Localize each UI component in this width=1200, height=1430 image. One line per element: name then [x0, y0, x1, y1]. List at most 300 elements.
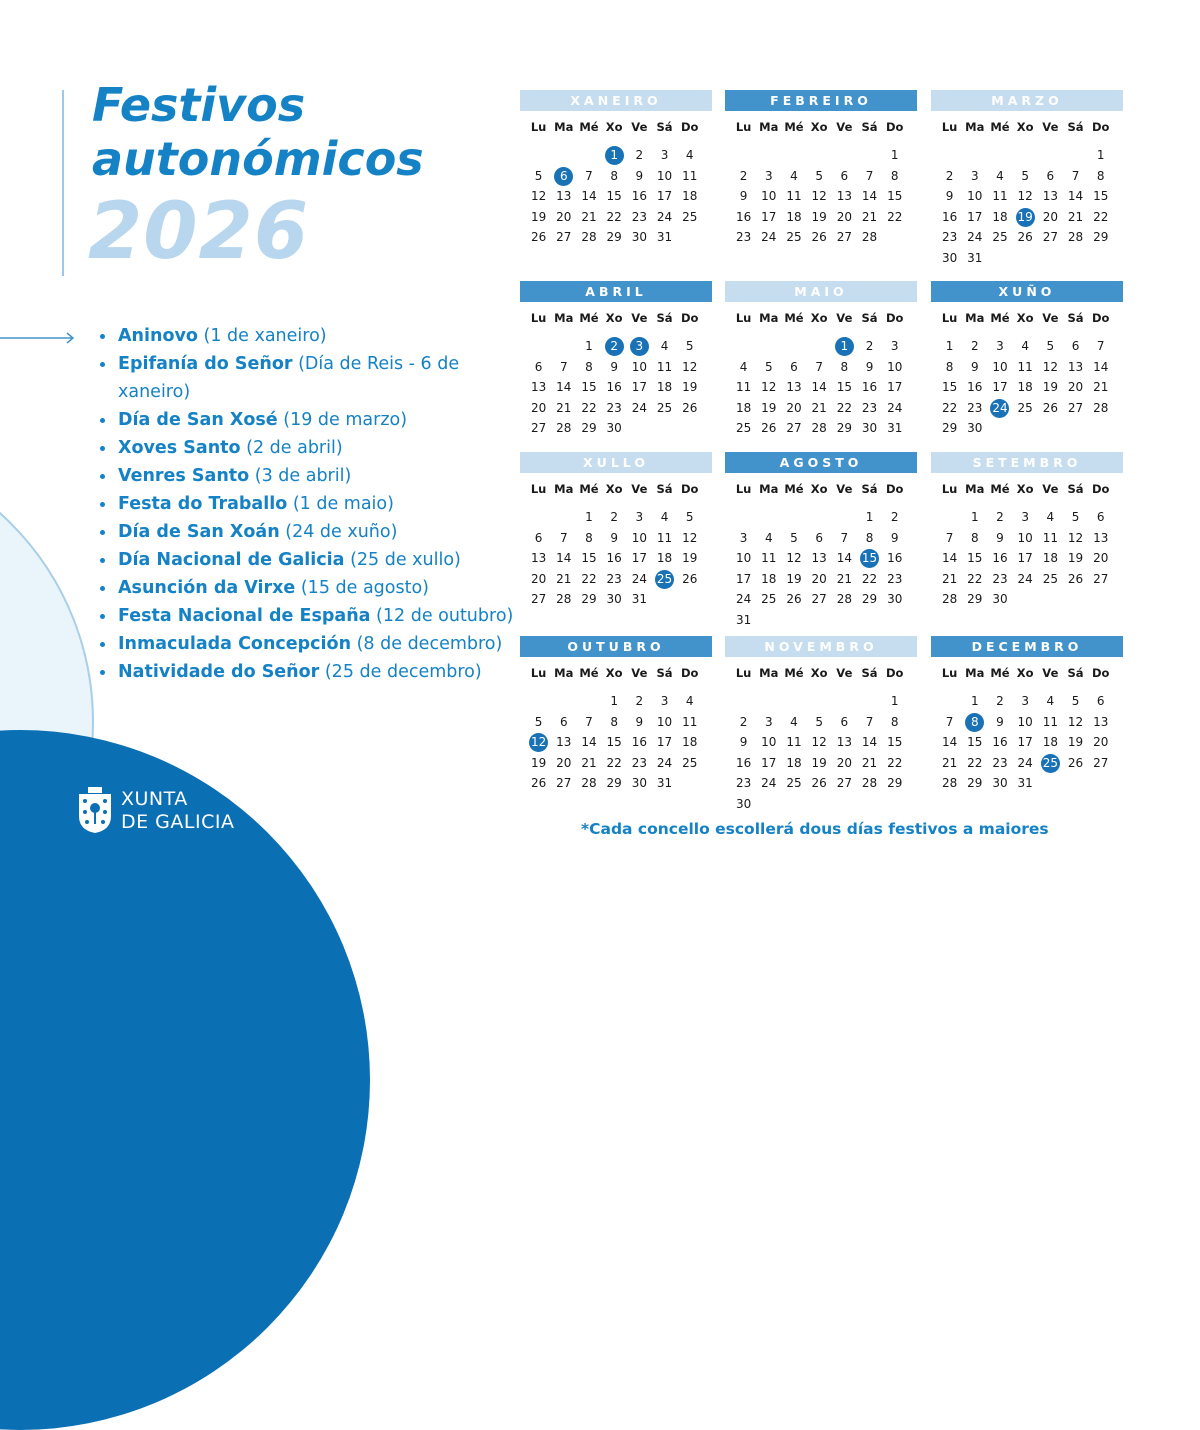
- calendar-day: [551, 377, 576, 398]
- calendar-day: [937, 186, 962, 207]
- calendar-day: [756, 207, 781, 228]
- day-number: 18: [786, 209, 802, 224]
- day-number: 9: [890, 530, 899, 545]
- calendar-day: [781, 166, 806, 187]
- calendar-day: [731, 548, 756, 569]
- calendar-day: [602, 186, 627, 207]
- calendar-day: [677, 186, 702, 207]
- calendar-day: [987, 589, 1012, 610]
- weekday-label: Ve: [631, 311, 648, 325]
- holiday-item: [96, 574, 516, 602]
- day-number: 31: [656, 230, 673, 244]
- calendar-day: [807, 398, 832, 419]
- day-number: 15: [581, 380, 597, 394]
- calendar-day: [756, 357, 781, 378]
- day-number: 12: [811, 735, 827, 749]
- day-number: 20: [1093, 551, 1109, 565]
- day-number: 1: [835, 337, 854, 356]
- weekday-label: Ve: [836, 120, 853, 134]
- holiday-name: Asunción da Virxe: [118, 578, 296, 598]
- weekday-label: Lu: [941, 120, 958, 134]
- calendar-day: [731, 589, 756, 610]
- day-number: 24: [735, 592, 752, 606]
- weekday-label: Xo: [1016, 666, 1034, 680]
- day-number: 7: [865, 168, 874, 183]
- calendar-day: [1063, 336, 1088, 357]
- day-number: 24: [887, 400, 903, 415]
- day-number: 30: [967, 421, 983, 435]
- day-number: 20: [1093, 735, 1109, 749]
- calendar-day: [857, 528, 882, 549]
- calendar-day: [882, 732, 907, 753]
- calendar-day: [807, 166, 832, 187]
- day-number: 20: [556, 755, 572, 770]
- day-number: 10: [967, 189, 983, 203]
- day-number: 6: [840, 168, 849, 183]
- day-number: 19: [786, 571, 802, 586]
- calendar-day: [1038, 398, 1063, 419]
- day-number: 19: [530, 209, 547, 224]
- month-novembro: [725, 636, 917, 814]
- weekday-label: Mé: [784, 482, 804, 496]
- weekday-label: Sá: [861, 482, 878, 496]
- day-number: 17: [761, 755, 777, 770]
- weekday-label: Xo: [810, 311, 828, 325]
- calendar-day: [602, 207, 627, 228]
- calendar-day: [602, 507, 627, 528]
- day-number: 29: [581, 592, 597, 606]
- page-year: 2026: [88, 187, 310, 277]
- calendar-day: [652, 357, 677, 378]
- calendar-day: [551, 548, 576, 569]
- month-setembro: [931, 452, 1123, 610]
- calendar-day: [1063, 398, 1088, 419]
- calendar-day: [937, 357, 962, 378]
- day-number: 2: [635, 148, 644, 162]
- calendar-day: [857, 773, 882, 794]
- empty-day: [807, 507, 832, 528]
- weekday-label: Ma: [965, 482, 985, 496]
- calendar-day: [652, 548, 677, 569]
- calendar-day: [677, 548, 702, 569]
- calendar-day: [731, 357, 756, 378]
- calendar-day: [677, 145, 702, 166]
- weekday-label: Mé: [579, 120, 599, 134]
- calendar-day: [1088, 357, 1113, 378]
- holiday-day: [832, 336, 857, 357]
- day-number: 29: [967, 592, 983, 606]
- day-number: 13: [836, 735, 852, 749]
- calendar-day: [987, 207, 1012, 228]
- holiday-name: Día de San Xosé: [118, 410, 278, 430]
- calendar-day: [627, 227, 652, 248]
- weekday-label: Do: [680, 311, 699, 325]
- day-number: 31: [735, 612, 752, 627]
- weekday-label: Do: [1091, 482, 1110, 496]
- month-days-grid: [937, 306, 1123, 439]
- calendar-day: [627, 186, 652, 207]
- day-number: 22: [581, 571, 597, 586]
- calendar-day: [1063, 528, 1088, 549]
- day-number: 18: [786, 755, 802, 770]
- day-number: 19: [1042, 380, 1058, 394]
- day-number: 8: [585, 530, 593, 545]
- day-number: 25: [1041, 754, 1060, 773]
- day-number: 1: [890, 148, 899, 162]
- day-number: 28: [556, 592, 572, 606]
- day-number: 3: [890, 339, 899, 353]
- weekday-label: Lu: [530, 482, 547, 496]
- empty-day: [731, 691, 756, 712]
- day-number: 14: [581, 735, 597, 749]
- holiday-item: [96, 462, 516, 490]
- holiday-date: (8 de decembro): [356, 634, 503, 654]
- holiday-day: [627, 336, 652, 357]
- day-number: 9: [739, 189, 748, 203]
- calendar-day: [1088, 145, 1113, 166]
- calendar-day: [1088, 227, 1113, 248]
- day-number: 22: [581, 400, 597, 415]
- calendar-day: [1063, 548, 1088, 569]
- calendar-day: [1088, 691, 1113, 712]
- calendar-day: [882, 357, 907, 378]
- day-number: 9: [739, 735, 748, 749]
- day-number: 15: [606, 735, 622, 749]
- day-number: 5: [764, 359, 773, 374]
- arrow-icon: [0, 331, 80, 345]
- calendar-day: [962, 248, 987, 269]
- day-number: 16: [735, 209, 752, 224]
- day-number: 28: [581, 230, 597, 244]
- month-outubro: [520, 636, 712, 794]
- calendar-day: [551, 186, 576, 207]
- day-number: 1: [585, 510, 593, 524]
- weekday-label: Mé: [579, 666, 599, 680]
- day-number: 17: [631, 551, 647, 565]
- holiday-date: (25 de decembro): [324, 662, 482, 682]
- calendar-day: [551, 357, 576, 378]
- month-days-grid: [731, 115, 917, 248]
- day-number: 9: [945, 189, 954, 203]
- calendar-day: [987, 336, 1012, 357]
- day-number: 20: [1067, 380, 1084, 394]
- day-number: 29: [836, 421, 852, 435]
- calendar-day: [1038, 377, 1063, 398]
- calendar-day: [882, 336, 907, 357]
- calendar-day: [1063, 186, 1088, 207]
- calendar-day: [832, 186, 857, 207]
- day-number: 1: [605, 146, 624, 165]
- calendar-day: [1088, 507, 1113, 528]
- day-number: 20: [811, 571, 827, 586]
- calendar-day: [602, 357, 627, 378]
- day-number: 30: [631, 230, 647, 244]
- calendar-day: [937, 712, 962, 733]
- day-number: 19: [811, 755, 827, 770]
- holiday-date: (19 de marzo): [283, 410, 408, 430]
- day-number: 15: [581, 551, 597, 565]
- title-accent-bar: [62, 90, 64, 276]
- calendar-day: [1013, 507, 1038, 528]
- holiday-day: [1038, 753, 1063, 774]
- weekday-label: Lu: [941, 666, 958, 680]
- holiday-date: (24 de xuño): [285, 522, 398, 542]
- day-number: 3: [1021, 694, 1029, 708]
- day-number: 1: [890, 694, 899, 708]
- calendar-day: [962, 569, 987, 590]
- day-number: 19: [1067, 735, 1084, 749]
- day-number: 7: [945, 714, 954, 729]
- calendar-day: [807, 357, 832, 378]
- day-number: 27: [1093, 571, 1109, 586]
- empty-day: [807, 691, 832, 712]
- day-number: 20: [786, 400, 802, 415]
- day-number: 14: [581, 189, 597, 203]
- weekday-label: Xo: [605, 666, 623, 680]
- empty-day: [576, 691, 601, 712]
- day-number: 6: [1046, 168, 1055, 183]
- empty-day: [1063, 145, 1088, 166]
- day-number: 27: [556, 230, 572, 244]
- calendar-day: [756, 773, 781, 794]
- decorative-circle-blue: [0, 730, 370, 1430]
- day-number: 18: [682, 735, 698, 749]
- month-days-grid: [731, 661, 917, 814]
- calendar-day: [987, 227, 1012, 248]
- weekday-label: Do: [1091, 120, 1110, 134]
- day-number: 12: [530, 189, 547, 203]
- calendar-day: [576, 507, 601, 528]
- month-decembro: [931, 636, 1123, 794]
- day-number: 30: [941, 250, 958, 265]
- day-number: 28: [1093, 400, 1109, 415]
- empty-day: [731, 507, 756, 528]
- calendar-day: [962, 753, 987, 774]
- calendar-day: [526, 377, 551, 398]
- day-number: 23: [606, 400, 622, 415]
- calendar-day: [1088, 377, 1113, 398]
- holiday-date: (2 de abril): [246, 438, 343, 458]
- weekday-label: Lu: [941, 482, 958, 496]
- day-number: 3: [630, 337, 649, 356]
- calendar-day: [576, 418, 601, 439]
- day-number: 13: [1093, 530, 1109, 545]
- calendar-day: [781, 227, 806, 248]
- calendar-day: [627, 548, 652, 569]
- calendar-day: [627, 528, 652, 549]
- holiday-day: [602, 145, 627, 166]
- day-number: 10: [631, 359, 647, 374]
- calendar-day: [677, 569, 702, 590]
- calendar-day: [602, 589, 627, 610]
- day-number: 5: [790, 530, 798, 545]
- day-number: 27: [811, 592, 827, 606]
- weekday-label: Ve: [631, 482, 648, 496]
- day-number: 24: [1017, 755, 1033, 770]
- calendar-day: [882, 507, 907, 528]
- calendar-day: [987, 753, 1012, 774]
- day-number: 30: [887, 592, 903, 606]
- weekday-label: Ma: [554, 120, 574, 134]
- weekday-label: Mé: [784, 120, 804, 134]
- day-number: 19: [761, 400, 777, 415]
- day-number: 26: [1017, 230, 1033, 244]
- calendar-day: [807, 418, 832, 439]
- day-number: 24: [1017, 571, 1033, 586]
- weekday-label: Ve: [1042, 120, 1059, 134]
- day-number: 4: [660, 510, 669, 524]
- day-number: 18: [1042, 551, 1058, 565]
- day-number: 5: [815, 168, 823, 183]
- day-number: 10: [761, 735, 777, 749]
- calendar-day: [602, 732, 627, 753]
- day-number: 2: [605, 337, 624, 356]
- day-number: 22: [967, 755, 983, 770]
- calendar-day: [1063, 166, 1088, 187]
- weekday-label: Xo: [810, 120, 828, 134]
- day-number: 9: [996, 530, 1004, 545]
- calendar-day: [1088, 712, 1113, 733]
- calendar-day: [807, 732, 832, 753]
- calendar-day: [962, 528, 987, 549]
- calendar-day: [551, 569, 576, 590]
- day-number: 17: [656, 735, 673, 749]
- month-header: OUTUBRO: [520, 636, 712, 657]
- day-number: 30: [992, 776, 1008, 790]
- day-number: 9: [635, 714, 644, 729]
- calendar-day: [832, 773, 857, 794]
- calendar-day: [627, 398, 652, 419]
- day-number: 22: [836, 400, 852, 415]
- calendar-day: [756, 528, 781, 549]
- weekday-label: Mé: [784, 311, 804, 325]
- day-number: 21: [556, 571, 572, 586]
- empty-day: [807, 145, 832, 166]
- calendar-day: [1013, 227, 1038, 248]
- calendar-day: [602, 166, 627, 187]
- day-number: 22: [1093, 209, 1109, 224]
- month-maio: [725, 281, 917, 439]
- day-number: 10: [1017, 530, 1033, 545]
- day-number: 23: [735, 776, 752, 790]
- weekday-label: Xo: [605, 120, 623, 134]
- day-number: 20: [530, 400, 547, 415]
- calendar-day: [962, 548, 987, 569]
- day-number: 18: [761, 571, 777, 586]
- calendar-day: [832, 753, 857, 774]
- weekday-label: Do: [1091, 311, 1110, 325]
- calendar-day: [781, 186, 806, 207]
- weekday-label: Do: [1091, 666, 1110, 680]
- calendar-day: [731, 377, 756, 398]
- calendar-day: [1088, 732, 1113, 753]
- calendar-day: [731, 227, 756, 248]
- day-number: 12: [1067, 714, 1084, 729]
- day-number: 13: [530, 380, 547, 394]
- calendar-day: [832, 712, 857, 733]
- day-number: 8: [945, 359, 954, 374]
- calendar-day: [882, 207, 907, 228]
- day-number: 12: [1067, 530, 1084, 545]
- month-header: NOVEMBRO: [725, 636, 917, 657]
- day-number: 26: [530, 230, 547, 244]
- calendar-day: [731, 794, 756, 815]
- calendar-day: [962, 357, 987, 378]
- calendar-day: [937, 227, 962, 248]
- day-number: 9: [610, 530, 618, 545]
- calendar-day: [962, 186, 987, 207]
- day-number: 10: [631, 530, 647, 545]
- day-number: 20: [530, 571, 547, 586]
- day-number: 26: [530, 776, 547, 790]
- day-number: 15: [887, 189, 903, 203]
- day-number: 27: [836, 230, 852, 244]
- calendar-day: [781, 207, 806, 228]
- holiday-date: (Día de Reis - 6 de xaneiro): [118, 354, 460, 402]
- empty-day: [781, 145, 806, 166]
- calendar-day: [987, 166, 1012, 187]
- calendar-day: [807, 377, 832, 398]
- empty-day: [987, 145, 1012, 166]
- calendar-day: [937, 207, 962, 228]
- calendar-day: [526, 357, 551, 378]
- day-number: 7: [559, 359, 568, 374]
- day-number: 17: [735, 571, 752, 586]
- calendar-day: [602, 528, 627, 549]
- calendar-day: [937, 753, 962, 774]
- holiday-name: Epifanía do Señor: [118, 354, 293, 374]
- page-title-line1: Festivos: [92, 78, 306, 132]
- day-number: 21: [941, 755, 958, 770]
- calendar-day: [832, 357, 857, 378]
- empty-day: [526, 336, 551, 357]
- day-number: 12: [761, 380, 777, 394]
- calendar-day: [882, 753, 907, 774]
- calendar-day: [551, 207, 576, 228]
- day-number: 12: [682, 359, 698, 374]
- calendar-day: [781, 377, 806, 398]
- day-number: 1: [585, 339, 593, 353]
- calendar-day: [1038, 227, 1063, 248]
- calendar-day: [1013, 528, 1038, 549]
- weekday-label: Xo: [1016, 482, 1034, 496]
- calendar-day: [781, 418, 806, 439]
- calendar-day: [987, 569, 1012, 590]
- calendar-day: [1063, 753, 1088, 774]
- day-number: 8: [610, 168, 618, 183]
- day-number: 15: [606, 189, 622, 203]
- day-number: 25: [1017, 400, 1033, 415]
- calendar-day: [857, 336, 882, 357]
- calendar-day: [526, 712, 551, 733]
- holiday-date: (25 de xullo): [350, 550, 461, 570]
- calendar-day: [731, 207, 756, 228]
- day-number: 14: [836, 551, 852, 565]
- day-number: 19: [682, 551, 698, 565]
- day-number: 14: [941, 735, 958, 749]
- day-number: 6: [840, 714, 849, 729]
- day-number: 25: [656, 400, 673, 415]
- weekday-label: Sá: [656, 482, 673, 496]
- weekday-label: Sá: [1067, 482, 1084, 496]
- month-days-grid: [731, 477, 917, 630]
- day-number: 1: [970, 510, 979, 524]
- day-number: 4: [764, 530, 773, 545]
- day-number: 3: [1021, 510, 1029, 524]
- galicia-coat-of-arms-icon: [78, 786, 112, 834]
- calendar-day: [652, 336, 677, 357]
- month-days-grid: [526, 477, 712, 610]
